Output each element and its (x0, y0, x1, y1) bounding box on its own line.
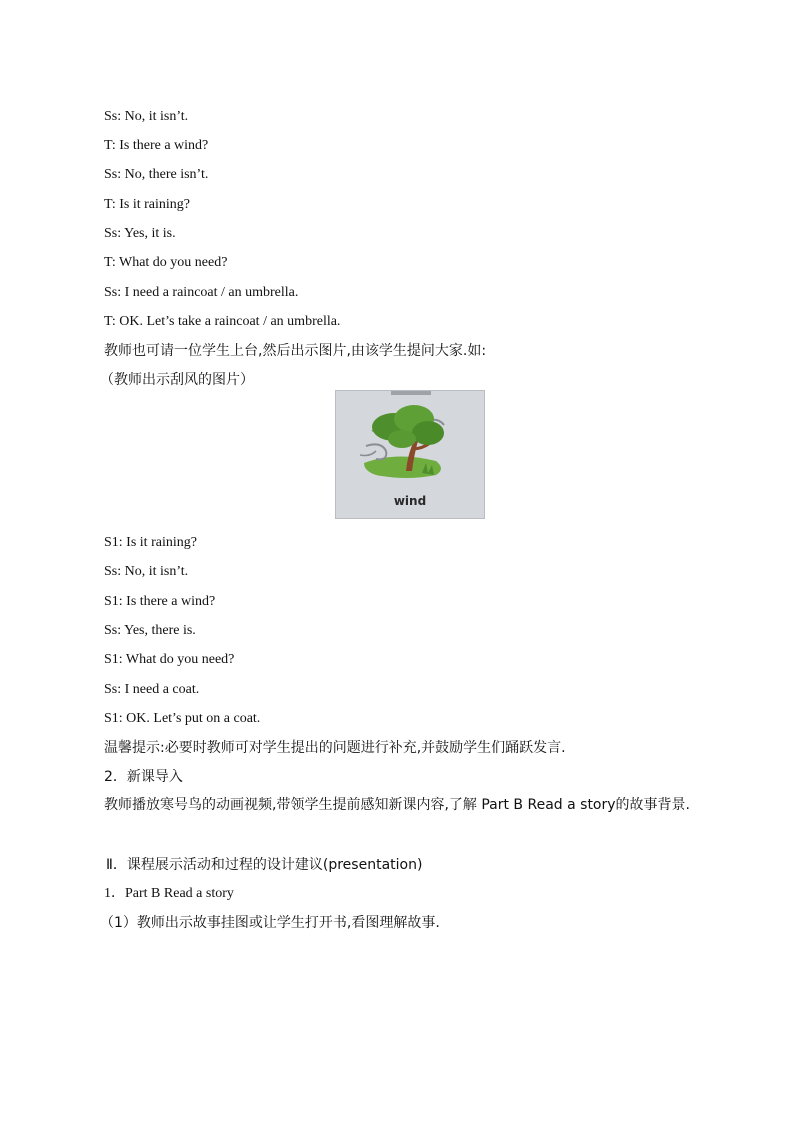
dialogue-line: Ss: No, it isn’t. (104, 109, 189, 124)
dialogue-line: T: Is there a wind? (104, 138, 209, 153)
dialogue-line: Ss: Yes, it is. (104, 226, 176, 241)
dialogue-line: T: Is it raining? (104, 197, 191, 212)
tip-text: 温馨提示:必要时教师可对学生提出的问题进行补充,并鼓励学生们踊跃发言. (104, 740, 566, 756)
dialogue-line: Ss: I need a coat. (104, 682, 200, 697)
wind-picture (335, 390, 485, 519)
figure-note: （教师出示刮风的图片） (100, 372, 254, 388)
dialogue-line: S1: Is there a wind? (104, 594, 216, 609)
dialogue-line: Ss: Yes, there is. (104, 623, 196, 638)
dialogue-line: T: What do you need? (104, 255, 228, 270)
dialogue-line: Ss: No, it isn’t. (104, 564, 189, 579)
section-body: 教师播放寒号鸟的动画视频,带领学生提前感知新课内容,了解 Part B Read a story的故事背景. (104, 797, 690, 813)
section-heading: 2．新课导入 (104, 769, 183, 785)
item-subpoint: （1）教师出示故事挂图或让学生打开书,看图理解故事. (100, 915, 440, 931)
dialogue-line: Ss: I need a raincoat / an umbrella. (104, 285, 299, 300)
note-intro: 教师也可请一位学生上台,然后出示图片,由该学生提问大家.如: (104, 343, 487, 359)
dialogue-line: Ss: No, there isn’t. (104, 167, 209, 182)
dialogue-line: S1: OK. Let’s put on a coat. (104, 711, 261, 726)
dialogue-line: S1: What do you need? (104, 652, 235, 667)
dialogue-line: T: OK. Let’s take a raincoat / an umbrella. (104, 314, 341, 329)
dialogue-line: S1: Is it raining? (104, 535, 197, 550)
item-heading: 1．Part B Read a story (104, 886, 234, 901)
figure-caption: wind (393, 494, 427, 508)
section-heading: Ⅱ．课程展示活动和过程的设计建议(presentation) (106, 857, 423, 873)
